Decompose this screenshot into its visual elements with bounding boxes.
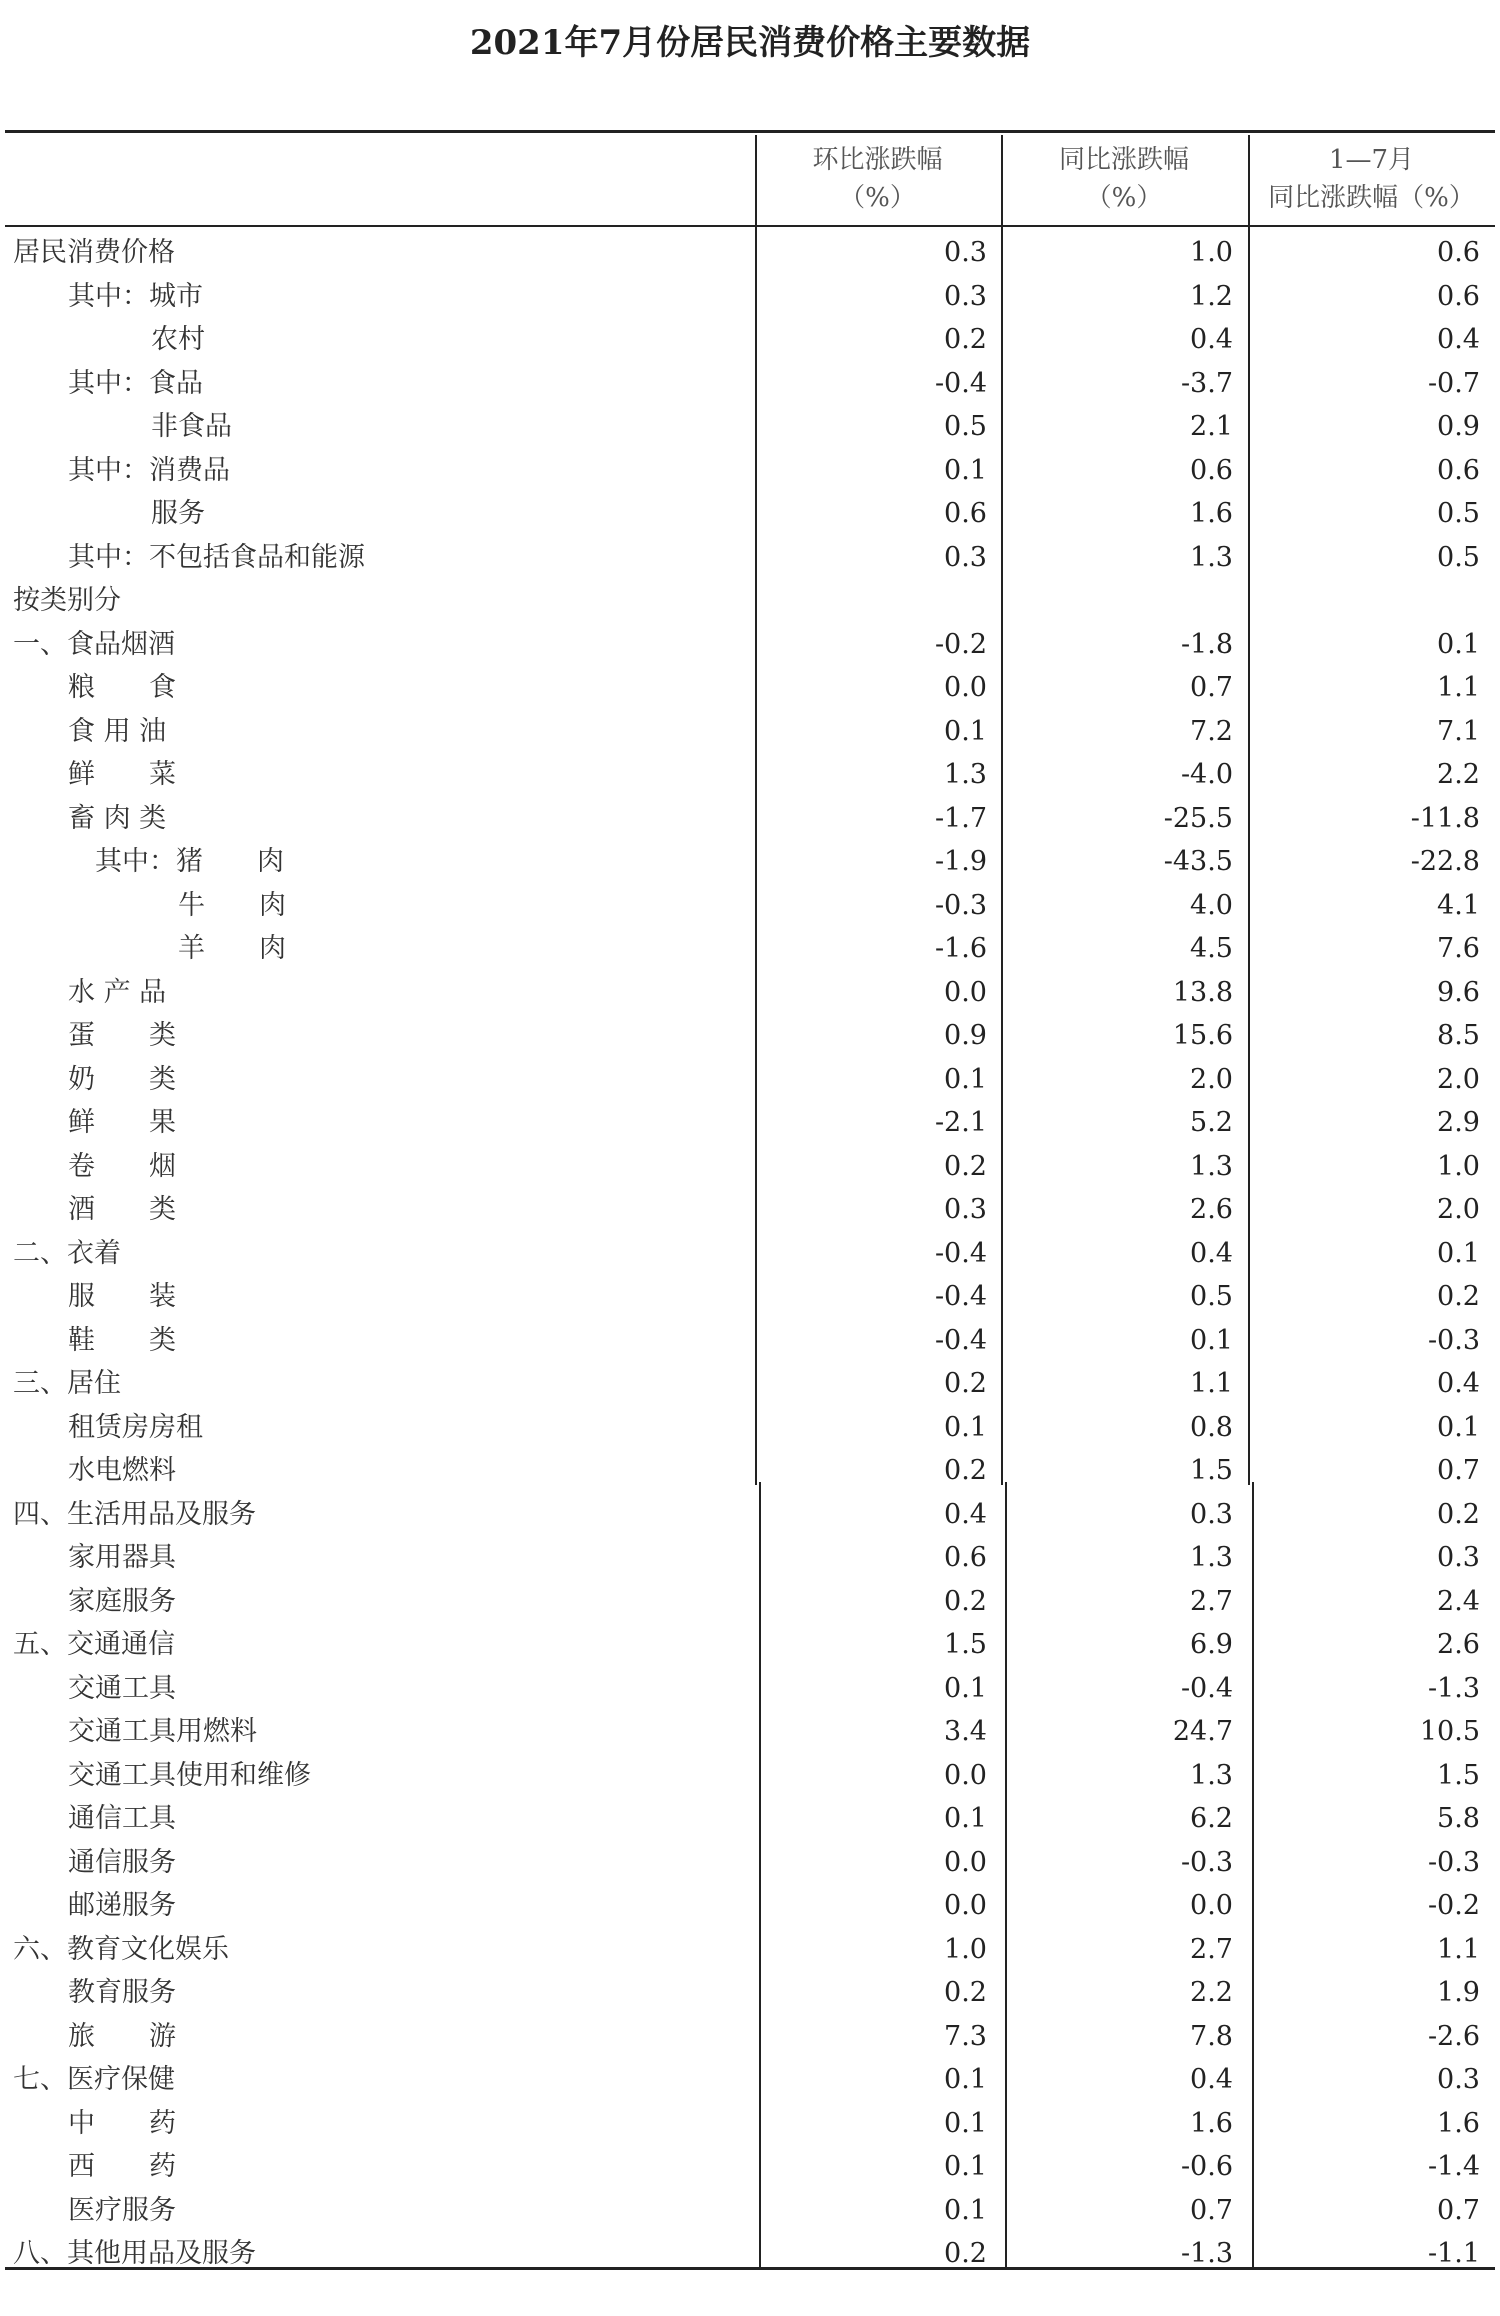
row-label: 牛 肉 <box>178 889 286 921</box>
ytd-value: -1.3 <box>1427 1672 1480 1704</box>
yoy-value: -0.3 <box>1180 1846 1233 1878</box>
ytd-value: 10.5 <box>1419 1716 1480 1747</box>
mom-value: 0.1 <box>944 2151 987 2182</box>
yoy-value: 7.8 <box>1190 2020 1233 2052</box>
ytd-value: 4.1 <box>1437 889 1480 921</box>
yoy-value: 15.6 <box>1172 1020 1233 1051</box>
table-row <box>5 1928 1495 1972</box>
ytd-value: 1.1 <box>1437 1933 1480 1965</box>
yoy-value: 1.6 <box>1190 498 1233 529</box>
ytd-value: 2.0 <box>1437 1063 1480 1095</box>
row-label: 通信服务 <box>68 1846 176 1878</box>
ytd-value: 1.0 <box>1437 1150 1480 1182</box>
header-mom-line1: 环比涨跌幅 <box>812 145 943 175</box>
row-label: 医疗服务 <box>68 2194 176 2226</box>
table-row <box>5 884 1495 928</box>
yoy-value: 0.0 <box>1190 1890 1233 1921</box>
yoy-value: 5.2 <box>1190 1107 1233 1138</box>
mom-value: 0.0 <box>944 672 987 703</box>
yoy-value: -1.3 <box>1180 2238 1233 2269</box>
ytd-value: 7.6 <box>1437 933 1480 964</box>
mom-value: 0.1 <box>944 2064 987 2095</box>
header-ytd <box>1248 133 1495 225</box>
table-row <box>5 710 1495 754</box>
row-label: 四、生活用品及服务 <box>13 1498 256 1530</box>
yoy-value: -0.6 <box>1180 2151 1233 2182</box>
row-label: 农村 <box>151 324 205 355</box>
table-row <box>5 1101 1495 1145</box>
yoy-value: 6.9 <box>1190 1629 1233 1660</box>
mom-value: 0.3 <box>944 541 987 573</box>
yoy-value: 2.2 <box>1190 1977 1233 2008</box>
ytd-value: 0.6 <box>1437 454 1480 486</box>
yoy-value: 2.7 <box>1190 1585 1233 1617</box>
row-label: 按类别分 <box>13 585 121 616</box>
table-row <box>5 927 1495 971</box>
ytd-value: 2.6 <box>1437 1629 1480 1660</box>
table-row <box>5 971 1495 1015</box>
mom-value: 0.4 <box>944 1498 987 1530</box>
table-row <box>5 1884 1495 1928</box>
mom-value: 0.2 <box>944 1455 987 1486</box>
ytd-value: 7.1 <box>1437 715 1480 747</box>
row-label: 非食品 <box>151 411 232 442</box>
row-label: 邮递服务 <box>68 1890 176 1921</box>
row-label: 蛋 类 <box>68 1020 176 1051</box>
header-ytd-line2: 同比涨跌幅（%） <box>1268 183 1475 213</box>
yoy-value: 0.5 <box>1190 1281 1233 1312</box>
table-row <box>5 1580 1495 1624</box>
mom-value: 0.1 <box>944 1672 987 1704</box>
yoy-value: 2.6 <box>1190 1194 1233 1225</box>
mom-value: 0.2 <box>944 1368 987 1399</box>
yoy-value: -43.5 <box>1163 846 1233 877</box>
yoy-value: 0.7 <box>1190 2194 1233 2226</box>
mom-value: -0.4 <box>934 1237 987 1269</box>
header-ytd-line1: 1—7月 <box>1328 145 1415 175</box>
ytd-value: 0.1 <box>1437 1411 1480 1443</box>
row-label: 旅 游 <box>68 2020 176 2052</box>
ytd-value: 1.1 <box>1437 672 1480 703</box>
yoy-value: 13.8 <box>1172 976 1233 1008</box>
mom-value: 0.5 <box>944 411 987 442</box>
header-mom <box>755 133 1000 225</box>
yoy-value: 0.7 <box>1190 672 1233 703</box>
row-label: 鲜 果 <box>68 1107 176 1138</box>
ytd-value: 2.2 <box>1437 759 1480 790</box>
mom-value: 0.1 <box>944 1063 987 1095</box>
ytd-value: -0.3 <box>1427 1846 1480 1878</box>
yoy-value: 1.5 <box>1190 1455 1233 1486</box>
row-label: 家用器具 <box>68 1542 176 1573</box>
ytd-value: 0.3 <box>1437 1542 1480 1573</box>
ytd-value: 9.6 <box>1437 976 1480 1008</box>
cpi-table <box>5 130 1495 2270</box>
ytd-value: 0.6 <box>1437 280 1480 312</box>
table-row <box>5 1145 1495 1189</box>
mom-value: -1.6 <box>934 933 987 964</box>
table-row <box>5 623 1495 667</box>
ytd-value: 1.9 <box>1437 1977 1480 2008</box>
yoy-value: 1.3 <box>1190 1542 1233 1573</box>
yoy-value: -1.8 <box>1180 628 1233 660</box>
yoy-value: 1.3 <box>1190 541 1233 573</box>
ytd-value: 5.8 <box>1437 1803 1480 1834</box>
table-row <box>5 1493 1495 1537</box>
table-row <box>5 753 1495 797</box>
ytd-value: 0.7 <box>1437 2194 1480 2226</box>
row-label: 交通工具使用和维修 <box>68 1759 311 1791</box>
ytd-value: 0.4 <box>1437 1368 1480 1399</box>
mom-value: -1.7 <box>934 802 987 834</box>
yoy-value: -3.7 <box>1180 367 1233 399</box>
mom-value: 7.3 <box>944 2020 987 2052</box>
row-label: 其中：猪 肉 <box>95 846 284 877</box>
table-header <box>5 130 1495 227</box>
yoy-value: 0.6 <box>1190 454 1233 486</box>
mom-value: 0.0 <box>944 1759 987 1791</box>
table-row <box>5 2189 1495 2233</box>
ytd-value: 2.0 <box>1437 1194 1480 1225</box>
mom-value: 0.0 <box>944 976 987 1008</box>
ytd-value: -1.4 <box>1427 2151 1480 2182</box>
mom-value: 0.1 <box>944 1411 987 1443</box>
row-label: 奶 类 <box>68 1063 176 1095</box>
row-label: 服 装 <box>68 1281 176 1312</box>
table-row <box>5 1058 1495 1102</box>
mom-value: 1.5 <box>944 1629 987 1660</box>
yoy-value: -0.4 <box>1180 1672 1233 1704</box>
ytd-value: 8.5 <box>1437 1020 1480 1051</box>
ytd-value: -11.8 <box>1410 802 1480 834</box>
table-row <box>5 2145 1495 2189</box>
table-row <box>5 797 1495 841</box>
table-row <box>5 492 1495 536</box>
table-row <box>5 1014 1495 1058</box>
ytd-value: 0.2 <box>1437 1498 1480 1530</box>
ytd-value: 2.9 <box>1437 1107 1480 1138</box>
yoy-value: 6.2 <box>1190 1803 1233 1834</box>
yoy-value: 1.2 <box>1190 280 1233 312</box>
yoy-value: 0.8 <box>1190 1411 1233 1443</box>
table-row <box>5 1275 1495 1319</box>
table-row <box>5 1754 1495 1798</box>
mom-value: -1.9 <box>934 846 987 877</box>
mom-value: 0.2 <box>944 2238 987 2269</box>
ytd-value: 2.4 <box>1437 1585 1480 1617</box>
ytd-value: -1.1 <box>1427 2238 1480 2269</box>
mom-value: -0.4 <box>934 1281 987 1312</box>
yoy-value: 0.3 <box>1190 1498 1233 1530</box>
yoy-value: 4.0 <box>1190 889 1233 921</box>
row-label: 交通工具 <box>68 1672 176 1704</box>
yoy-value: 4.5 <box>1190 933 1233 964</box>
mom-value: 0.9 <box>944 1020 987 1051</box>
table-row <box>5 1667 1495 1711</box>
mom-value: 0.2 <box>944 1150 987 1182</box>
row-label: 家庭服务 <box>68 1585 176 1617</box>
yoy-value: 24.7 <box>1172 1716 1233 1747</box>
table-row <box>5 2102 1495 2146</box>
ytd-value: -0.7 <box>1427 367 1480 399</box>
mom-value: -0.3 <box>934 889 987 921</box>
yoy-value: 1.3 <box>1190 1759 1233 1791</box>
mom-value: 0.3 <box>944 237 987 268</box>
table-row <box>5 1449 1495 1493</box>
yoy-value: 0.4 <box>1190 2064 1233 2095</box>
ytd-value: 1.6 <box>1437 2107 1480 2139</box>
ytd-value: 0.3 <box>1437 2064 1480 2095</box>
mom-value: 0.1 <box>944 715 987 747</box>
row-label: 服务 <box>151 498 205 529</box>
mom-value: -2.1 <box>934 1107 987 1138</box>
table-row <box>5 666 1495 710</box>
ytd-value: 0.9 <box>1437 411 1480 442</box>
mom-value: 0.3 <box>944 1194 987 1225</box>
yoy-value: 0.4 <box>1190 1237 1233 1269</box>
mom-value: 0.3 <box>944 280 987 312</box>
yoy-value: 1.6 <box>1190 2107 1233 2139</box>
row-label: 交通工具用燃料 <box>68 1716 257 1747</box>
row-label: 三、居住 <box>13 1368 121 1399</box>
mom-value: -0.4 <box>934 367 987 399</box>
row-label: 其中：消费品 <box>68 454 230 486</box>
ytd-value: -22.8 <box>1410 846 1480 877</box>
mom-value: 0.0 <box>944 1846 987 1878</box>
mom-value: 0.1 <box>944 1803 987 1834</box>
mom-value: 3.4 <box>944 1716 987 1747</box>
mom-value: 1.3 <box>944 759 987 790</box>
ytd-value: -0.3 <box>1427 1324 1480 1356</box>
row-label: 水 产 品 <box>68 976 167 1008</box>
yoy-value: -25.5 <box>1163 802 1233 834</box>
yoy-value: 0.4 <box>1190 324 1233 355</box>
mom-value: 0.2 <box>944 324 987 355</box>
table-row <box>5 1536 1495 1580</box>
row-label: 七、医疗保健 <box>13 2064 175 2095</box>
table-row <box>5 275 1495 319</box>
mom-value: 0.1 <box>944 454 987 486</box>
row-label: 教育服务 <box>68 1977 176 2008</box>
page-title: 2021年7月份居民消费价格主要数据 <box>469 23 1031 63</box>
row-label: 居民消费价格 <box>13 237 175 268</box>
mom-value: 0.6 <box>944 1542 987 1573</box>
row-label: 五、交通通信 <box>13 1629 175 1660</box>
table-row <box>5 318 1495 362</box>
table-row <box>5 362 1495 406</box>
yoy-value: 1.0 <box>1190 237 1233 268</box>
yoy-value: 2.7 <box>1190 1933 1233 1965</box>
mom-value: 0.2 <box>944 1977 987 2008</box>
table-body <box>5 227 1495 2270</box>
mom-value: 1.0 <box>944 1933 987 1965</box>
ytd-value: -2.6 <box>1427 2020 1480 2052</box>
ytd-value: -0.2 <box>1427 1890 1480 1921</box>
table-row <box>5 579 1495 623</box>
mom-value: -0.4 <box>934 1324 987 1356</box>
row-label: 其中：不包括食品和能源 <box>68 541 365 573</box>
ytd-value: 0.7 <box>1437 1455 1480 1486</box>
mom-value: -0.2 <box>934 628 987 660</box>
row-label: 卷 烟 <box>68 1150 176 1182</box>
yoy-value: 2.1 <box>1190 411 1233 442</box>
row-label: 酒 类 <box>68 1194 176 1225</box>
row-label: 食 用 油 <box>68 715 167 747</box>
mom-value: 0.6 <box>944 498 987 529</box>
ytd-value: 0.1 <box>1437 628 1480 660</box>
row-label: 西 药 <box>68 2151 176 2182</box>
table-rows <box>5 231 1495 2276</box>
table-row <box>5 1841 1495 1885</box>
mom-value: 0.2 <box>944 1585 987 1617</box>
table-row <box>5 1797 1495 1841</box>
row-label: 畜 肉 类 <box>68 802 167 834</box>
yoy-value: 2.0 <box>1190 1063 1233 1095</box>
ytd-value: 1.5 <box>1437 1759 1480 1791</box>
table-row <box>5 2232 1495 2276</box>
row-label: 八、其他用品及服务 <box>13 2238 256 2269</box>
table-row <box>5 1319 1495 1363</box>
yoy-value: 1.1 <box>1190 1368 1233 1399</box>
table-row <box>5 449 1495 493</box>
table-row <box>5 1623 1495 1667</box>
table-row <box>5 1232 1495 1276</box>
ytd-value: 0.4 <box>1437 324 1480 355</box>
row-label: 二、衣着 <box>13 1237 121 1269</box>
row-label: 粮 食 <box>68 672 176 703</box>
table-row <box>5 1406 1495 1450</box>
header-yoy-line1: 同比涨跌幅 <box>1058 145 1189 175</box>
table-row <box>5 231 1495 275</box>
table-row <box>5 1362 1495 1406</box>
row-label: 羊 肉 <box>178 933 286 964</box>
table-row <box>5 405 1495 449</box>
yoy-value: 7.2 <box>1190 715 1233 747</box>
ytd-value: 0.1 <box>1437 1237 1480 1269</box>
table-row <box>5 1971 1495 2015</box>
mom-value: 0.0 <box>944 1890 987 1921</box>
header-mom-line2: （%） <box>839 183 916 213</box>
mom-value: 0.1 <box>944 2194 987 2226</box>
mom-value: 0.1 <box>944 2107 987 2139</box>
ytd-value: 0.6 <box>1437 237 1480 268</box>
row-label: 通信工具 <box>68 1803 176 1834</box>
header-yoy <box>1001 133 1247 225</box>
row-label: 水电燃料 <box>68 1455 176 1486</box>
ytd-value: 0.5 <box>1437 498 1480 529</box>
row-label: 租赁房房租 <box>68 1411 203 1443</box>
table-row <box>5 1188 1495 1232</box>
yoy-value: -4.0 <box>1180 759 1233 790</box>
row-label: 中 药 <box>68 2107 176 2139</box>
ytd-value: 0.2 <box>1437 1281 1480 1312</box>
table-row <box>5 2058 1495 2102</box>
yoy-value: 0.1 <box>1190 1324 1233 1356</box>
table-row <box>5 2015 1495 2059</box>
row-label: 一、食品烟酒 <box>13 628 175 660</box>
row-label: 鞋 类 <box>68 1324 176 1356</box>
row-label: 鲜 菜 <box>68 759 176 790</box>
yoy-value: 1.3 <box>1190 1150 1233 1182</box>
table-row <box>5 840 1495 884</box>
header-yoy-line2: （%） <box>1085 183 1163 213</box>
table-row <box>5 536 1495 580</box>
row-label: 其中：食品 <box>68 367 203 399</box>
row-label: 其中：城市 <box>68 280 203 312</box>
ytd-value: 0.5 <box>1437 541 1480 573</box>
row-label: 六、教育文化娱乐 <box>13 1933 229 1965</box>
table-row <box>5 1710 1495 1754</box>
